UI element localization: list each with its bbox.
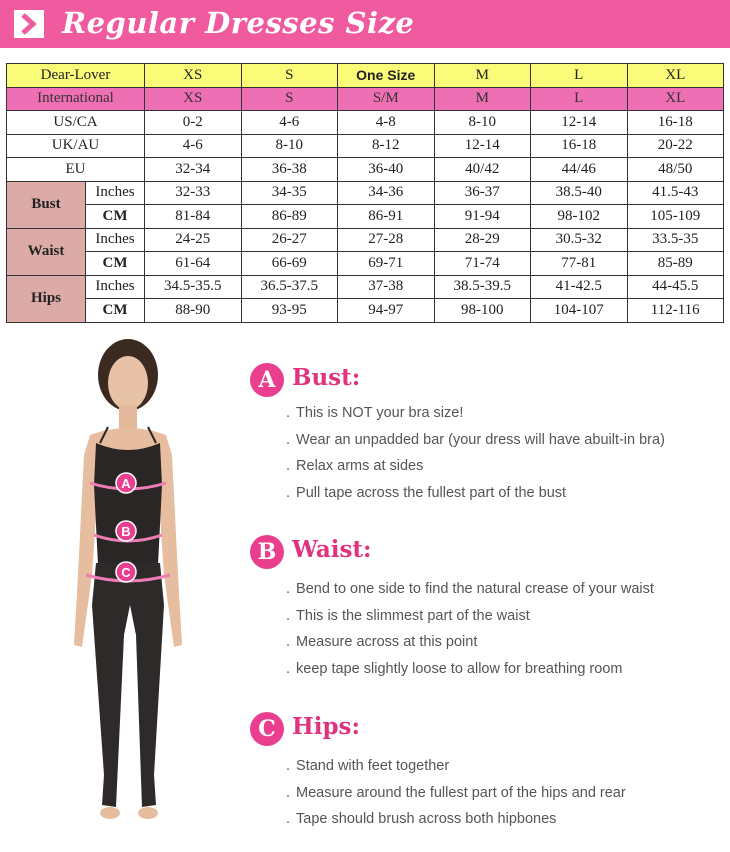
table-cell: 41-42.5 <box>531 275 628 299</box>
table-cell: 34-36 <box>338 181 435 205</box>
table-cell: 71-74 <box>434 252 531 276</box>
table-row-dear-lover <box>7 64 724 88</box>
table-cell: 36-37 <box>434 181 531 205</box>
table-row-us-ca <box>7 111 724 135</box>
table-cell: XL <box>627 87 724 111</box>
list-item: . Wear an unpadded bar (your dress will have abuilt-in bra) <box>286 431 665 448</box>
unit-label: Inches <box>86 228 145 252</box>
table-cell: S <box>241 64 338 88</box>
letter-badge-a: A <box>250 363 284 397</box>
table-cell: 27-28 <box>338 228 435 252</box>
unit-label: CM <box>86 299 145 323</box>
table-cell: 12-14 <box>434 134 531 158</box>
list-item: . This is the slimmest part of the waist <box>286 607 530 624</box>
table-cell: 8-10 <box>241 134 338 158</box>
table-cell: 93-95 <box>241 299 338 323</box>
table-cell: 38.5-39.5 <box>434 275 531 299</box>
table-cell: 98-102 <box>531 205 628 229</box>
list-item: . keep tape slightly loose to allow for breathing room <box>286 661 623 678</box>
marker-c <box>116 562 136 582</box>
model-figure <box>50 335 200 847</box>
table-row-waist-cm <box>7 252 724 276</box>
table-row-uk-au <box>7 134 724 158</box>
table-row-hips-inches <box>7 275 724 299</box>
table-cell: 86-91 <box>338 205 435 229</box>
chevron-right-icon <box>14 10 44 38</box>
table-cell: 20-22 <box>627 134 724 158</box>
table-cell: 36.5-37.5 <box>241 275 338 299</box>
letter-badge-b: B <box>250 535 284 569</box>
table-row-international <box>7 87 724 111</box>
table-cell: 37-38 <box>338 275 435 299</box>
page-title: Regular Dresses Size <box>62 6 415 40</box>
table-cell: 98-100 <box>434 299 531 323</box>
table-row-hips-cm <box>7 299 724 323</box>
table-cell: 86-89 <box>241 205 338 229</box>
table-cell: XS <box>145 64 242 88</box>
row-header: UK/AU <box>7 134 145 158</box>
table-cell: 4-6 <box>241 111 338 135</box>
table-cell: 32-34 <box>145 158 242 182</box>
table-cell: S/M <box>338 87 435 111</box>
row-header: US/CA <box>7 111 145 135</box>
table-cell: 4-8 <box>338 111 435 135</box>
svg-text:A: A <box>121 476 131 491</box>
header-banner <box>0 0 730 48</box>
size-chart-table <box>6 63 724 323</box>
table-cell: 4-6 <box>145 134 242 158</box>
instruction-list <box>286 405 665 512</box>
unit-label: CM <box>86 252 145 276</box>
svg-text:C: C <box>121 565 131 580</box>
table-cell: One Size <box>338 64 435 88</box>
table-cell: L <box>531 64 628 88</box>
table-row-eu <box>7 158 724 182</box>
table-cell: 38.5-40 <box>531 181 628 205</box>
table-cell: XL <box>627 64 724 88</box>
table-cell: 0-2 <box>145 111 242 135</box>
unit-label: Inches <box>86 181 145 205</box>
table-cell: 66-69 <box>241 252 338 276</box>
list-item: . This is NOT your bra size! <box>286 405 464 421</box>
table-cell: 112-116 <box>627 299 724 323</box>
svg-text:B: B <box>121 524 131 539</box>
section-title: Waist: <box>292 536 372 563</box>
table-cell: 36-38 <box>241 158 338 182</box>
section-title: Bust: <box>292 364 361 391</box>
table-cell: 36-40 <box>338 158 435 182</box>
list-item: . Measure across at this point <box>286 634 478 651</box>
table-cell: 34-35 <box>241 181 338 205</box>
unit-label: Inches <box>86 275 145 299</box>
table-cell: XS <box>145 87 242 111</box>
category-waist: Waist <box>7 228 86 275</box>
table-cell: 40/42 <box>434 158 531 182</box>
section-title: Hips: <box>292 713 360 740</box>
table-cell: 44/46 <box>531 158 628 182</box>
table-cell: 28-29 <box>434 228 531 252</box>
instruction-list <box>286 581 654 688</box>
list-item: . Pull tape across the fullest part of the bust <box>286 485 567 502</box>
table-row-bust-inches <box>7 181 724 205</box>
table-cell: 85-89 <box>627 252 724 276</box>
table-cell: 8-10 <box>434 111 531 135</box>
list-item: . Relax arms at sides <box>286 458 424 475</box>
list-item: . Tape should brush across both hipbones <box>286 811 557 828</box>
marker-a <box>116 473 136 493</box>
table-row-bust-cm <box>7 205 724 229</box>
list-item: . Measure around the fullest part of the hips and rear <box>286 784 626 801</box>
table-cell: 34.5-35.5 <box>145 275 242 299</box>
category-hips: Hips <box>7 275 86 322</box>
table-cell: 32-33 <box>145 181 242 205</box>
row-header: EU <box>7 158 145 182</box>
table-cell: S <box>241 87 338 111</box>
table-cell: 44-45.5 <box>627 275 724 299</box>
table-cell: 30.5-32 <box>531 228 628 252</box>
list-item: . Stand with feet together <box>286 758 450 774</box>
table-cell: 16-18 <box>531 134 628 158</box>
row-header: Dear-Lover <box>7 64 145 88</box>
instruction-list <box>286 758 626 838</box>
table-cell: L <box>531 87 628 111</box>
table-cell: 12-14 <box>531 111 628 135</box>
marker-b <box>116 521 136 541</box>
table-cell: 77-81 <box>531 252 628 276</box>
table-cell: 16-18 <box>627 111 724 135</box>
list-item: . Bend to one side to find the natural crease of your waist <box>286 581 654 597</box>
table-cell: 26-27 <box>241 228 338 252</box>
table-cell: 48/50 <box>627 158 724 182</box>
table-row-waist-inches <box>7 228 724 252</box>
table-cell: 104-107 <box>531 299 628 323</box>
table-cell: 24-25 <box>145 228 242 252</box>
table-cell: 105-109 <box>627 205 724 229</box>
table-cell: 69-71 <box>338 252 435 276</box>
table-cell: 81-84 <box>145 205 242 229</box>
table-cell: 41.5-43 <box>627 181 724 205</box>
category-bust: Bust <box>7 181 86 228</box>
table-cell: M <box>434 87 531 111</box>
row-header: International <box>7 87 145 111</box>
table-cell: M <box>434 64 531 88</box>
table-cell: 88-90 <box>145 299 242 323</box>
table-cell: 33.5-35 <box>627 228 724 252</box>
unit-label: CM <box>86 205 145 229</box>
letter-badge-c: C <box>250 712 284 746</box>
table-cell: 61-64 <box>145 252 242 276</box>
table-cell: 94-97 <box>338 299 435 323</box>
table-cell: 91-94 <box>434 205 531 229</box>
table-cell: 8-12 <box>338 134 435 158</box>
